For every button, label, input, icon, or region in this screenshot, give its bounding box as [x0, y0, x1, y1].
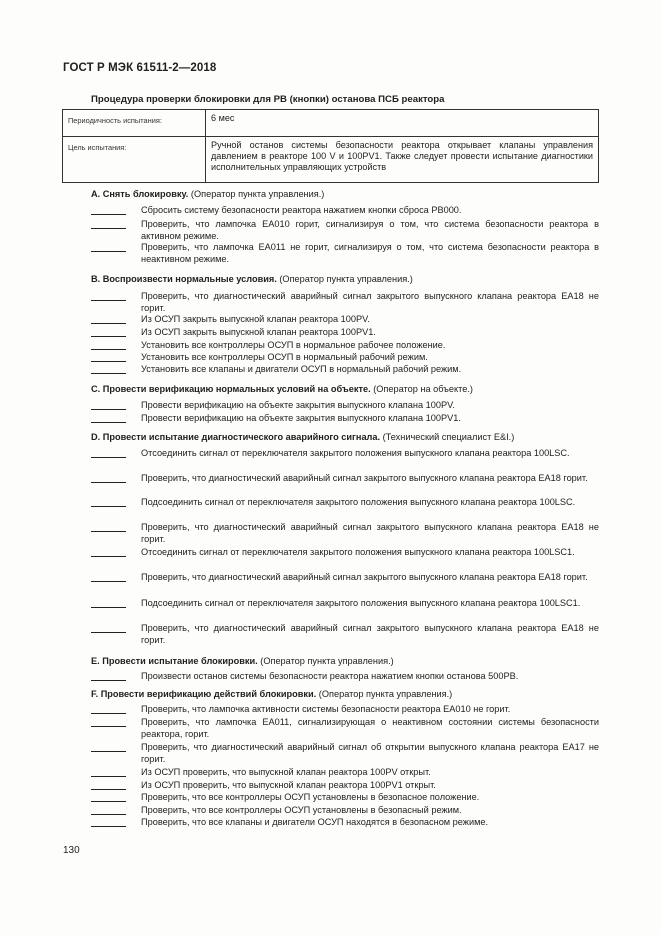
section-d-heading — [91, 431, 601, 443]
step-text: Провести верификацию на объекте закрытия выпускного клапана 100PV1. — [141, 413, 461, 423]
section-role: (Оператор пункта управления.) — [279, 274, 413, 284]
step-text: Проверить, что лампочка ЕА011, сигнализирующая о неактивном состоянии системы безопасности реактора, горит. — [141, 717, 599, 740]
step-text: Сбросить систему безопасности реактора нажатием кнопки сброса РВ000. — [141, 205, 462, 215]
checkmark-blank[interactable] — [91, 801, 126, 802]
section-role: (Оператор пункта управления.) — [318, 689, 453, 699]
checkmark-blank[interactable] — [91, 482, 126, 483]
step-text: Установить все контроллеры ОСУП в нормальное рабочее положение. — [141, 340, 446, 350]
section-b-heading — [91, 273, 601, 285]
checkmark-blank[interactable] — [91, 581, 126, 582]
checkmark-blank[interactable] — [91, 409, 126, 410]
checkmark-blank[interactable] — [91, 361, 126, 362]
section-role: (Оператор пункта управления.) — [260, 656, 394, 666]
section-f-heading — [91, 688, 601, 700]
section-heading-text: E. Провести испытание блокировки. — [91, 656, 258, 666]
checkmark-blank[interactable] — [91, 713, 126, 714]
document-header: ГОСТ Р МЭК 61511-2—2018 — [63, 62, 217, 74]
step-text: Проверить, что лампочка активности системы безопасности реактора ЕА010 не горит. — [141, 704, 511, 714]
step-text: Проверить, что все контроллеры ОСУП установлены в безопасное положение. — [141, 792, 480, 802]
checkmark-blank[interactable] — [91, 349, 126, 350]
step-text: Проверить, что все контроллеры ОСУП установлены в безопасный режим. — [141, 805, 462, 815]
section-e-heading — [91, 655, 601, 667]
checkmark-blank[interactable] — [91, 457, 126, 458]
step-text: Из ОСУП закрыть выпускной клапан реактора 100PV1. — [141, 327, 376, 337]
section-heading-text: D. Провести испытание диагностического аварийного сигнала. — [91, 432, 381, 442]
checkmark-blank[interactable] — [91, 373, 126, 374]
checkmark-blank[interactable] — [91, 531, 126, 532]
checkmark-blank[interactable] — [91, 228, 126, 229]
checkmark-blank[interactable] — [91, 751, 126, 752]
checkmark-blank[interactable] — [91, 556, 126, 557]
checkmark-blank[interactable] — [91, 214, 126, 215]
step-text: Проверить, что диагностический аварийный сигнал закрытого выпускного клапана реактора ЕА18 не горит. — [141, 623, 599, 646]
section-c-heading — [91, 383, 601, 395]
checkmark-blank[interactable] — [91, 680, 126, 681]
periodicity-value: 6 мес — [206, 110, 599, 137]
purpose-label: Цель испытания: — [63, 137, 206, 183]
step-text: Проверить, что все клапаны и двигатели ОСУП находятся в безопасном режиме. — [141, 817, 489, 827]
checkmark-blank[interactable] — [91, 826, 126, 827]
step-text: Проверить, что диагностический аварийный сигнал закрытого выпускного клапана реактора ЕА18 не горит. — [141, 522, 599, 545]
step-text: Из ОСУП проверить, что выпускной клапан реактора 100PV1 открыт. — [141, 780, 436, 790]
step-text: Проверить, что диагностический аварийный сигнал закрытого выпускного клапана реактора ЕА18 горит. — [141, 473, 588, 483]
checkmark-blank[interactable] — [91, 336, 126, 337]
section-a-heading — [91, 188, 601, 200]
periodicity-label: Периодичность испытания: — [63, 110, 206, 137]
section-role: (Оператор на объекте.) — [373, 384, 473, 394]
section-heading-text: B. Воспроизвести нормальные условия. — [91, 274, 277, 284]
checkmark-blank[interactable] — [91, 300, 126, 301]
page-number: 130 — [63, 845, 80, 856]
step-text: Установить все контроллеры ОСУП в нормальный рабочий режим. — [141, 352, 428, 362]
step-text: Провести верификацию на объекте закрытия выпускного клапана 100PV. — [141, 400, 455, 410]
section-role: (Технический специалист E&I.) — [382, 432, 515, 442]
step-text: Произвести останов системы безопасности реактора нажатием кнопки останова 500РВ. — [141, 671, 519, 681]
checkmark-blank[interactable] — [91, 251, 126, 252]
step-text: Проверить, что диагностический аварийный сигнал закрытого выпускного клапана реактора ЕА18 горит. — [141, 572, 588, 582]
step-text: Проверить, что диагностический аварийный сигнал закрытого выпускного клапана реактора ЕА18 не горит. — [141, 291, 599, 314]
step-text: Проверить, что лампочка ЕА011 не горит, сигнализируя о том, что система безопасности реактора в неактивном режиме. — [141, 242, 599, 265]
step-text: Установить все клапаны и двигатели ОСУП в нормальный рабочий режим. — [141, 364, 462, 374]
step-text: Из ОСУП закрыть выпускной клапан реактора 100PV. — [141, 314, 370, 324]
checkmark-blank[interactable] — [91, 776, 126, 777]
checkmark-blank[interactable] — [91, 632, 126, 633]
checkmark-blank[interactable] — [91, 789, 126, 790]
step-text: Отсоединить сигнал от переключателя закрытого положения выпускного клапана реактора 100LSC1. — [141, 547, 575, 557]
checkmark-blank[interactable] — [91, 323, 126, 324]
checkmark-blank[interactable] — [91, 814, 126, 815]
step-text: Из ОСУП проверить, что выпускной клапан реактора 100PV открыт. — [141, 767, 431, 777]
section-role: (Оператор пункта управления.) — [190, 189, 325, 199]
section-heading-text: F. Провести верификацию действий блокировки. — [91, 689, 317, 699]
checkmark-blank[interactable] — [91, 607, 126, 608]
step-text: Проверить, что диагностический аварийный сигнал об открытии выпускного клапана реактора ЕА17 не горит. — [141, 742, 599, 765]
purpose-value: Ручной останов системы безопасности реактора открывает клапаны управления давлением в реакторе 100 V и 100PV1. Также следует провести испытание диагностики исполнительных управляющих устройств — [206, 137, 599, 183]
procedure-title: Процедура проверки блокировки для РВ (кнопки) останова ПСБ реактора — [91, 94, 445, 105]
checkmark-blank[interactable] — [91, 422, 126, 423]
section-heading-text: C. Провести верификацию нормальных условий на объекте. — [91, 384, 371, 394]
step-text: Проверить, что лампочка ЕА010 горит, сигнализируя о том, что система безопасности реактора в активном режиме. — [141, 219, 599, 242]
section-heading-text: A. Снять блокировку. — [91, 189, 189, 199]
checkmark-blank[interactable] — [91, 726, 126, 727]
step-text: Подсоединить сигнал от переключателя закрытого положения выпускного клапана реактора 100LSC. — [141, 497, 576, 507]
step-text: Подсоединить сигнал от переключателя закрытого положения выпускного клапана реактора 100LSC1. — [141, 598, 581, 608]
checkmark-blank[interactable] — [91, 506, 126, 507]
step-text: Отсоединить сигнал от переключателя закрытого положения выпускного клапана реактора 100LSC. — [141, 448, 570, 458]
